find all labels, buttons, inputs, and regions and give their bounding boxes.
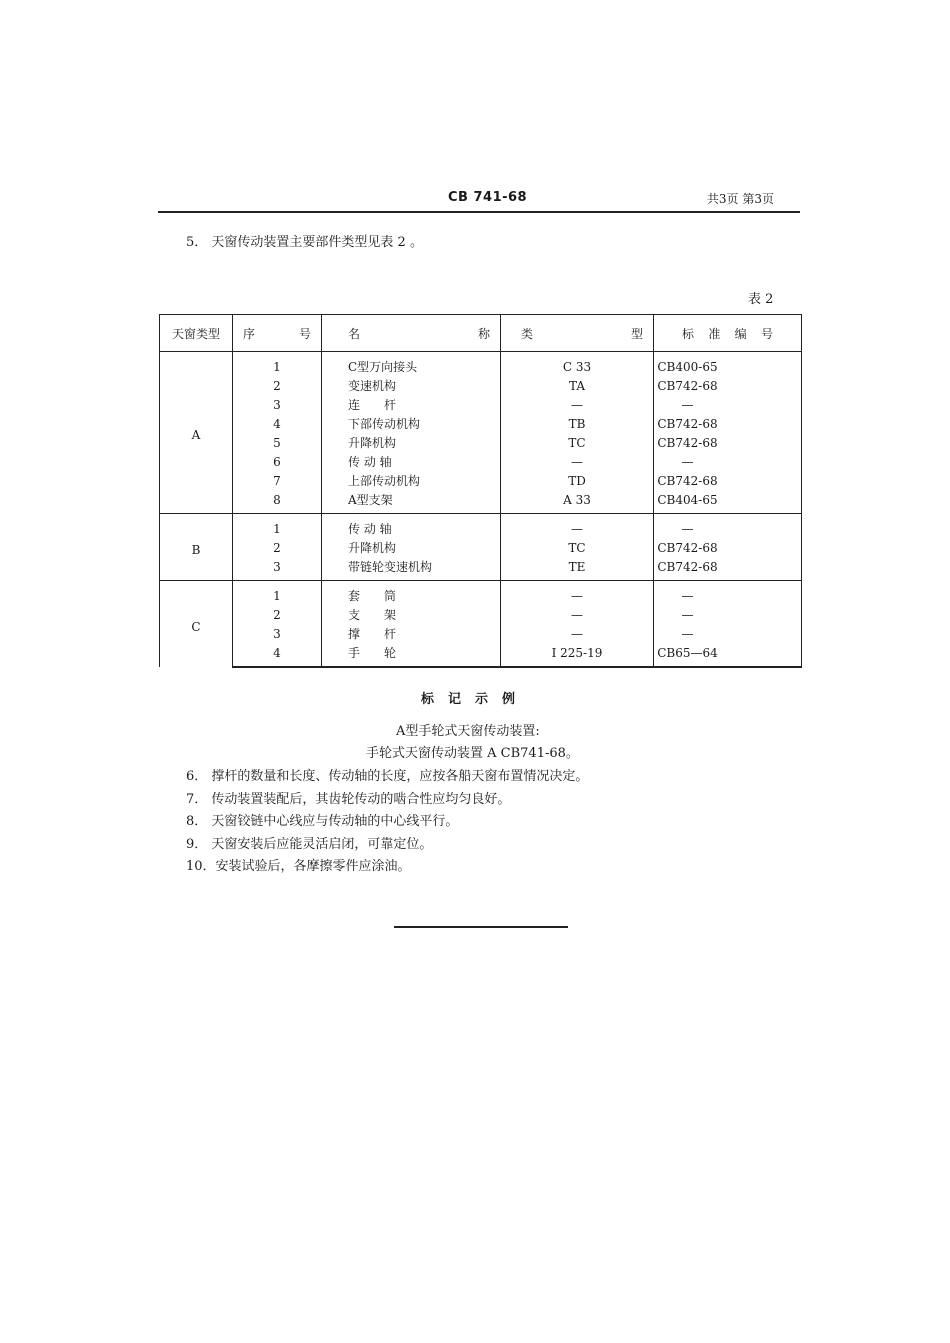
item-6: 6． 撑杆的数量和长度、传动轴的长度，应按各船天窗布置情况决定。 <box>186 769 589 784</box>
group-b-type: B <box>160 514 233 581</box>
table-row: 2 升降机构 TC CB742-68 <box>160 538 802 557</box>
table-row: 3 带链轮变速机构 TE CB742-68 <box>160 557 802 581</box>
item-7: 7． 传动装置装配后，其齿轮传动的啮合性应均匀良好。 <box>186 792 511 807</box>
page-header <box>158 188 800 214</box>
group-b <box>160 514 802 581</box>
table-row: 6 传 动 轴 — — <box>160 452 802 471</box>
group-a-type: A <box>160 352 233 514</box>
item-8: 8． 天窗铰链中心线应与传动轴的中心线平行。 <box>186 814 459 829</box>
item-10: 10．安装试验后，各摩擦零件应涂油。 <box>186 859 411 874</box>
table-row: 2 变速机构 TA CB742-68 <box>160 376 802 395</box>
header-kind: 类 型 <box>501 315 654 352</box>
header-type: 天窗类型 <box>160 315 233 352</box>
table-row: B 1 传 动 轴 — — <box>160 514 802 539</box>
table-row: 4 手 轮 I 225-19 CB65—64 <box>160 643 802 667</box>
table-row: 3 撑 杆 — — <box>160 624 802 643</box>
table-caption: 表 2 <box>748 292 774 307</box>
table-header-row <box>160 315 802 352</box>
marking-line-1: A型手轮式天窗传动装置: <box>396 724 540 739</box>
table-row: 5 升降机构 TC CB742-68 <box>160 433 802 452</box>
table-row: 7 上部传动机构 TD CB742-68 <box>160 471 802 490</box>
table-row: 4 下部传动机构 TB CB742-68 <box>160 414 802 433</box>
components-table <box>159 314 802 668</box>
group-a <box>160 352 802 514</box>
header-standard: 标 准 编 号 <box>654 315 802 352</box>
marking-title: 标记示例 <box>420 692 529 707</box>
table-row: 3 连 杆 — — <box>160 395 802 414</box>
end-rule <box>394 926 568 928</box>
standard-code: CB 741-68 <box>448 190 528 205</box>
header-rule <box>158 211 800 213</box>
header-name: 名 称 <box>322 315 501 352</box>
header-no: 序 号 <box>233 315 322 352</box>
page-info: 共3页 第3页 <box>706 192 774 206</box>
item-5: 5． 天窗传动装置主要部件类型见表 2 。 <box>186 235 423 250</box>
marking-line-2: 手轮式天窗传动装置 A CB741-68。 <box>366 746 579 761</box>
group-c-type: C <box>160 581 233 668</box>
table-row: 2 支 架 — — <box>160 605 802 624</box>
table-row: 8 A型支架 A 33 CB404-65 <box>160 490 802 514</box>
table-row: A 1 C型万向接头 C 33 CB400-65 <box>160 352 802 377</box>
item-9: 9． 天窗安装后应能灵活启闭，可靠定位。 <box>186 837 433 852</box>
group-c <box>160 581 802 668</box>
table-row: C 1 套 筒 — — <box>160 581 802 606</box>
